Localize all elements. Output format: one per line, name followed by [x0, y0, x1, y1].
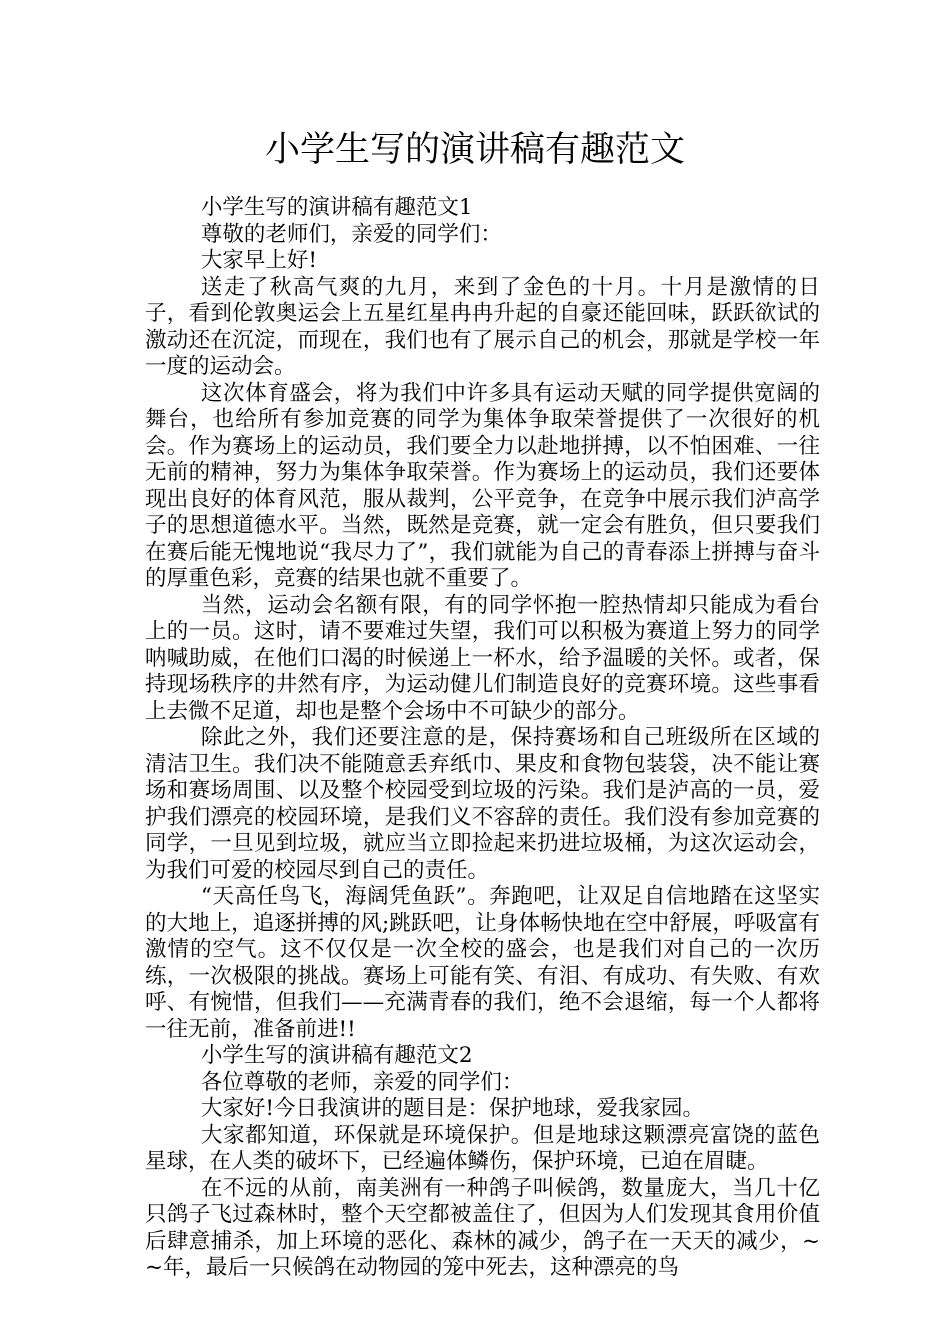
document-body [145, 195, 820, 1282]
paragraph: 在不远的从前，南美洲有一种鸽子叫候鸽，数量庞大，当几十亿只鸽子飞过森林时，整个天空都被盖住了，但因为人们发现其食用价值后肆意捕杀，加上环境的恶化、森林的减少，鸽子在一天天的减少，~~年，最后一只候鸽在动物园的笼中死去，这种漂亮的鸟 [145, 1175, 820, 1280]
paragraph: 当然，运动会名额有限，有的同学怀抱一腔热情却只能成为看台上的一员。这时，请不要难过失望，我们可以积极为赛道上努力的同学呐喊助威，在他们口渴的时候递上一杯水，给予温暖的关怀。或者，保持现场秩序的井然有序，为运动健儿们制造良好的竞赛环境。这些事看上去微不足道，却也是整个会场中不可缺少的部分。 [145, 592, 820, 724]
paragraph: 小学生写的演讲稿有趣范文1 [200, 195, 473, 220]
paragraph: 大家都知道，环保就是环境保护。但是地球这颗漂亮富饶的蓝色星球，在人类的破坏下，已经遍体鳞伤，保护环境，已迫在眉睫。 [145, 1122, 820, 1174]
paragraph: 除此之外，我们还要注意的是，保持赛场和自己班级所在区域的清洁卫生。我们决不能随意丢弃纸巾、果皮和食物包装袋，决不能让赛场和赛场周围、以及整个校园受到垃圾的污染。我们是泸高的一员，爱护我们漂亮的校园环境，是我们义不容辞的责任。我们没有参加竞赛的同学，一旦见到垃圾，就应当立即捡起来扔进垃圾桶，为这次运动会，为我们可爱的校园尽到自己的责任。 [145, 725, 820, 883]
paragraph: 大家早上好! [200, 248, 318, 273]
paragraph: “天高任鸟飞，海阔凭鱼跃”。奔跑吧，让双足自信地踏在这坚实的大地上，追逐拼搏的风;跳跃吧，让身体畅快地在空中舒展，呼吸富有激情的空气。这不仅仅是一次全校的盛会，也是我们对自己的一次历练，一次极限的挑战。赛场上可能有笑、有泪、有成功、有失败、有欢呼、有惋惜，但我们——充满青春的我们，绝不会退缩，每一个人都将一往无前，准备前进!! [145, 884, 820, 1042]
paragraph: 送走了秋高气爽的九月，来到了金色的十月。十月是激情的日子，看到伦敦奥运会上五星红星冉冉升起的自豪还能回味，跃跃欲试的激动还在沉淀，而现在，我们也有了展示自己的机会，那就是学校一年一度的运动会。 [145, 274, 820, 379]
document-title: 小学生写的演讲稿有趣范文 [264, 130, 685, 170]
paragraph: 小学生写的演讲稿有趣范文2 [200, 1043, 473, 1068]
paragraph: 大家好!今日我演讲的题目是：保护地球，爱我家园。 [200, 1096, 705, 1121]
paragraph: 各位尊敬的老师，亲爱的同学们： [200, 1069, 524, 1095]
paragraph: 这次体育盛会，将为我们中许多具有运动天赋的同学提供宽阔的舞台，也给所有参加竞赛的同学为集体争取荣誉提供了一次很好的机会。作为赛场上的运动员，我们要全力以赴地拼搏，以不怕困难、一往无前的精神，努力为集体争取荣誉。作为赛场上的运动员，我们还要体现出良好的体育风范，服从裁判，公平竞争，在竞争中展示我们泸高学子的思想道德水平。当然，既然是竞赛，就一定会有胜负，但只要我们在赛后能无愧地说“我尽力了”，我们就能为自己的青春添上拼搏与奋斗的厚重色彩，竞赛的结果也就不重要了。 [145, 380, 820, 591]
paragraph: 尊敬的老师们，亲爱的同学们： [200, 221, 502, 247]
